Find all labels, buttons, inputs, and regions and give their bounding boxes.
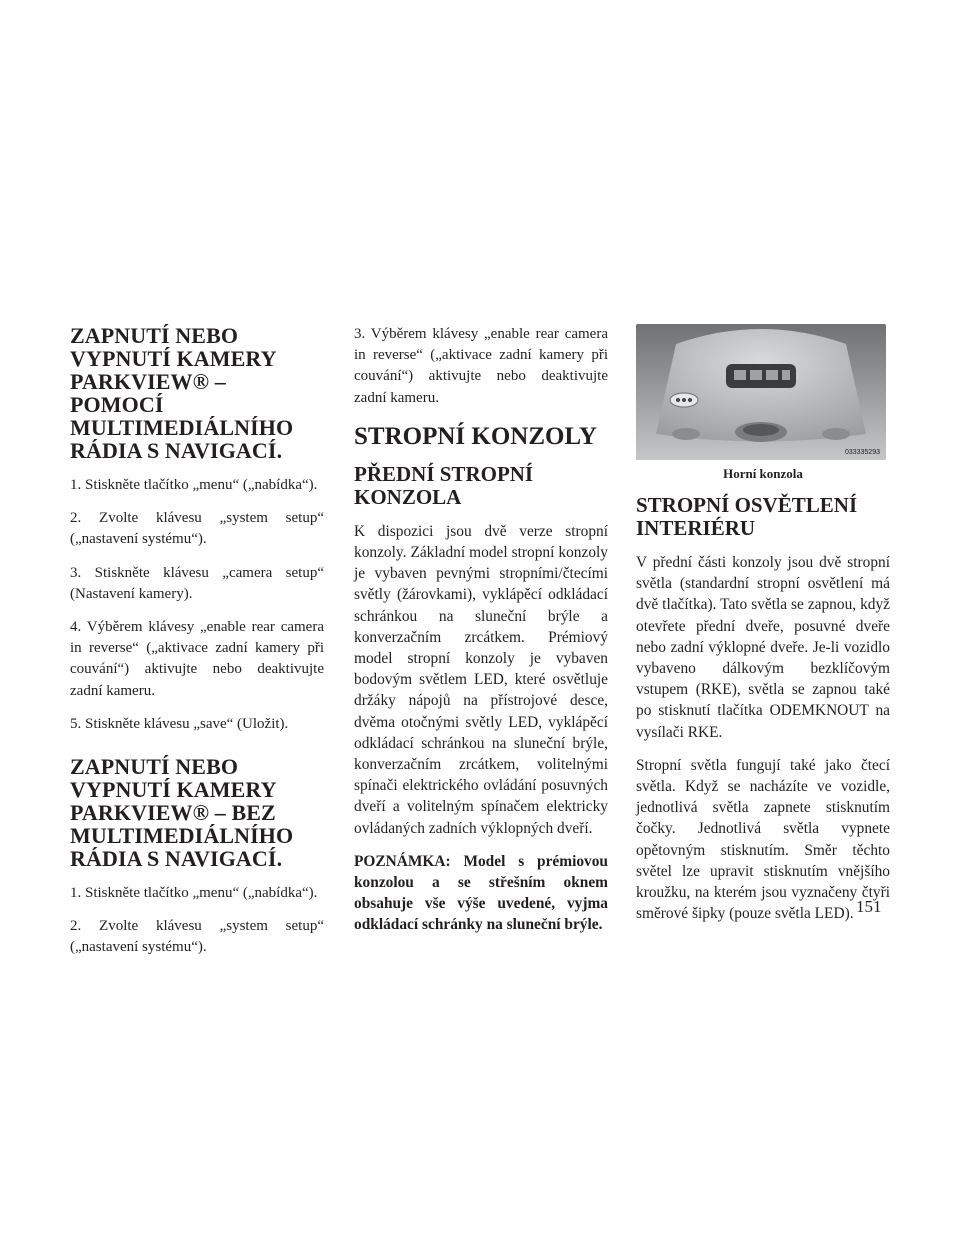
step-1-b: 1. Stiskněte tlačítko „menu“ („nabídka“). [70, 885, 318, 902]
console-description: K dispozici jsou dvě verze stropní konzoly. Základní model stropní konzoly je vybaven pevnými stropními/čtecími světly (žárovkami), vyklápěcí odkládací schránkou na sluneční brýle a konverzačním zrcátkem. Prémiový model stropní konzoly je vybaven bodovým světlem LED, které osvětluje držáky nápojů na přístrojové desce, dvěma otočnými světly LED, vyklápěcí odkládací schránkou na sluneční brýle, konverzačním zrcátkem, volitelnými spínači elektrického ovládání posuvných dveří a volitelným spínačem elektricky ovládaných zadních výklopných dveří. [354, 522, 608, 837]
figure-caption: Horní konzola [723, 466, 803, 481]
overhead-console-illustration [636, 324, 886, 460]
page-number: 151 [856, 897, 882, 916]
step-3-b: 3. Výběrem klávesy „enable rear camera in reverse“ („aktivace zadní kamery při couvání“) aktivujte nebo deaktivujte zadní kameru. [354, 326, 608, 406]
overhead-console-photo [636, 324, 886, 460]
section-heading-without-navigation: ZAPNUTÍ NEBO VYPNUTÍ KAMERY PARKVIEW® – BEZ MULTIMEDIÁLNÍHO RÁDIA S NAVIGACÍ. [70, 754, 294, 872]
step-4: 4. Výběrem klávesy „enable rear camera in reverse“ („aktivace zadní kamery při couvání“) aktivujte nebo deaktivujte zadní kameru. [70, 619, 324, 699]
heading-front-overhead-console: PŘEDNÍ STROPNÍ KONZOLA [354, 461, 534, 509]
heading-overhead-consoles: STROPNÍ KONZOLY [354, 422, 597, 450]
figure-code: 033335293 [844, 449, 880, 456]
column-left [70, 324, 324, 971]
step-1: 1. Stiskněte tlačítko „menu“ („nabídka“). [70, 477, 318, 493]
step-2-b: 2. Zvolte klávesu „system setup“ („nastavení systému“). [70, 918, 324, 956]
interior-lights-para-2: Stropní světla fungují také jako čtecí světla. Když se nacházíte ve vozidle, jednotlivá světla zapnete stisknutím čočky. Jednotlivá světla vypnete opětovným stisknutím. Směr těchto světel lze upravit stisknutím vnějšího kroužku, na kterém jsou vyznačeny čtyři směrové šipky (pouze světla LED). [636, 756, 890, 923]
column-middle [354, 324, 608, 948]
step-3: 3. Stiskněte klávesu „camera setup“ (Nastavení kamery). [70, 564, 324, 602]
column-right [636, 324, 890, 936]
interior-lights-para-1: V přední části konzoly jsou dvě stropní světla (standardní stropní osvětlení má dvě tlačítka). Tato světla se zapnou, když otevřete přední dveře, posuvné dveře nebo zadní výklopné dveře. Je-li vozidlo vybaveno dálkovým bezklíčovým vstupem (RKE), světla se zapnou také po stisknutí tlačítka ODEMKNOUT na vysílači RKE. [636, 554, 890, 741]
note: POZNÁMKA: Model s prémiovou konzolou a se střešním oknem obsahuje vše výše uvedené, vyjma odkládací schránky na sluneční brýle. [354, 852, 608, 934]
step-5: 5. Stiskněte klávesu „save“ (Uložit). [70, 715, 289, 732]
section-heading-with-navigation: ZAPNUTÍ NEBO VYPNUTÍ KAMERY PARKVIEW® – POMOCÍ MULTIMEDIÁLNÍHO RÁDIA S NAVIGACÍ. [70, 323, 294, 463]
heading-interior-lights: STROPNÍ OSVĚTLENÍ INTERIÉRU [636, 493, 858, 540]
step-2: 2. Zvolte klávesu „system setup“ („nastavení systému“). [70, 510, 324, 548]
